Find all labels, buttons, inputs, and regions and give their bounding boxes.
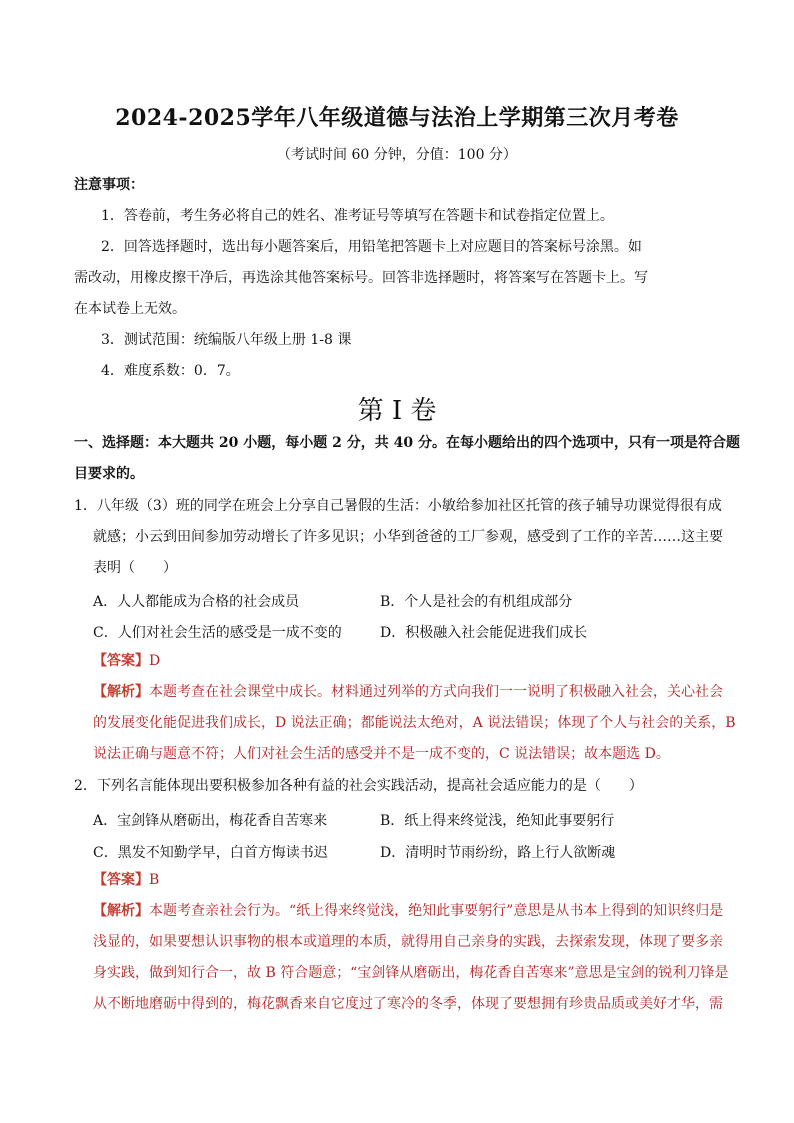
q1-analysis (93, 685, 723, 699)
q1-stem: 表明（ ） (93, 560, 177, 576)
q1-option-d: D．积极融入社会能促进我们成长 (380, 625, 588, 641)
answer-tag: 【答案】 (93, 653, 149, 669)
q2-analysis: 浅显的，如果要想认识事物的根本或道理的本质，就得用自己亲身的实践，去探索发现，体现了要多亲 (93, 934, 723, 950)
analysis-tag: 【解析】 (93, 903, 149, 919)
q1-option-a: A．人人都能成为合格的社会成员 (93, 594, 300, 610)
q1-answer (93, 654, 160, 668)
q1-option-c: C．人们对社会生活的感受是一成不变的 (93, 625, 342, 641)
answer-tag: 【答案】 (93, 872, 149, 888)
exam-meta: （考试时间 60 分钟，分值：100 分） (277, 147, 517, 163)
analysis-text: 本题考查亲社会行为。“纸上得来终觉浅，绝知此事要躬行”意思是从书本上得到的知识终归是 (149, 903, 724, 919)
q2-analysis: 从不断地磨砺中得到的，梅花飘香来自它度过了寒冷的冬季，体现了要想拥有珍贵品质或美好才华，需 (93, 996, 723, 1012)
notice-heading: 注意事项： (74, 177, 144, 193)
section-heading-cont: 目要求的。 (74, 466, 144, 482)
q2-answer (93, 873, 159, 887)
q1-stem: 就感；小云到田间参加劳动增长了许多见识；小华到爸爸的工厂参观，感受到了工作的辛苦……这主要 (93, 529, 723, 545)
analysis-text: 本题考查在社会课堂中成长。材料通过列举的方式向我们一一说明了积极融入社会，关心社会 (149, 684, 723, 700)
answer-value: B (149, 872, 160, 888)
notice-item: 2．回答选择题时，选出每小题答案后，用铅笔把答题卡上对应题目的答案标号涂黑。如 (101, 239, 642, 255)
notice-item: 4．难度系数：0．7。 (101, 363, 240, 379)
q2-stem: 2．下列名言能体现出要积极参加各种有益的社会实践活动，提高社会适应能力的是（ ） (74, 778, 643, 794)
q2-option-c: C．黑发不知勤学早，白首方悔读书迟 (93, 845, 328, 861)
q1-analysis: 说法正确与题意不符；人们对社会生活的感受并不是一成不变的，C 说法错误；故本题选 D。 (93, 746, 670, 762)
section-heading: 一、选择题：本大题共 20 小题，每小题 2 分，共 40 分。在每小题给出的四个选项中，只有一项是符合题 (74, 435, 740, 451)
notice-item: 需改动，用橡皮擦干净后，再选涂其他答案标号。回答非选择题时，将答案写在答题卡上。写 (74, 270, 648, 286)
q2-analysis (93, 904, 723, 918)
q2-option-b: B．纸上得来终觉浅，绝知此事要躬行 (380, 813, 615, 829)
q1-stem: 1．八年级（3）班的同学在班会上分享自己暑假的生活：小敏给参加社区托管的孩子辅导功课觉得很有成 (74, 498, 722, 514)
notice-item: 在本试卷上无效。 (74, 301, 186, 317)
answer-value: D (149, 653, 161, 669)
notice-item: 1．答卷前，考生务必将自己的姓名、准考证号等填写在答题卡和试卷指定位置上。 (101, 208, 614, 224)
q2-analysis: 身实践，做到知行合一，故 B 符合题意；“宝剑锋从磨砺出，梅花香自苦寒来”意思是宝剑的锐利刀锋是 (93, 965, 729, 981)
q1-option-b: B．个人是社会的有机组成部分 (380, 594, 573, 610)
page-title: 2024-2025学年八年级道德与法治上学期第三次月考卷 (115, 105, 679, 131)
q1-analysis: 的发展变化能促进我们成长，D 说法正确；都能说法太绝对，A 说法错误；体现了个人与社会的关系，B (93, 715, 736, 731)
analysis-tag: 【解析】 (93, 684, 149, 700)
q2-option-d: D．清明时节雨纷纷，路上行人欲断魂 (380, 845, 616, 861)
volume-title: 第 I 卷 (357, 396, 437, 426)
notice-item: 3．测试范围：统编版八年级上册 1-8 课 (101, 332, 352, 348)
q2-option-a: A．宝剑锋从磨砺出，梅花香自苦寒来 (93, 813, 328, 829)
